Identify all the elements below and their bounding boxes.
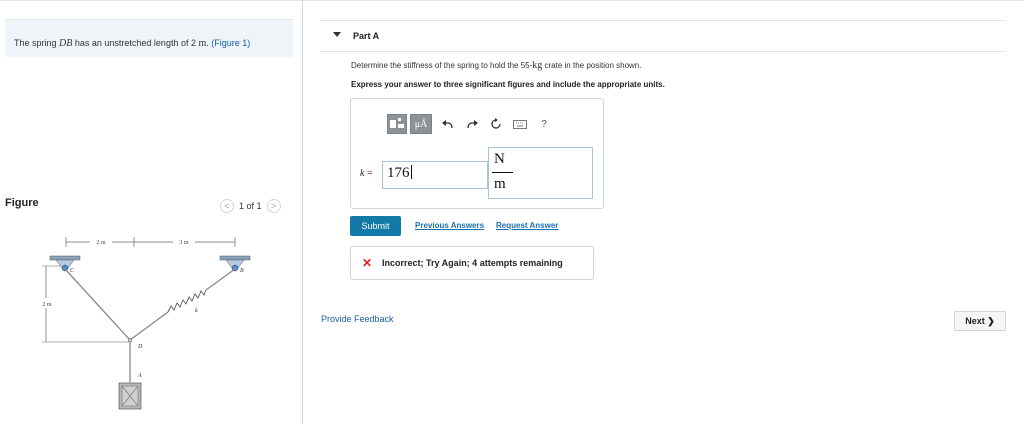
spring-label-k: k (195, 308, 198, 314)
spring-db (168, 290, 206, 312)
answer-instruction: Express your answer to three significant figures and include the appropriate units. (351, 80, 665, 89)
previous-answers-link[interactable]: Previous Answers (415, 221, 485, 230)
unit-fraction-bar (492, 172, 513, 173)
left-panel (0, 0, 303, 424)
caret-down-icon[interactable] (333, 32, 341, 37)
next-label: Next (965, 316, 985, 326)
x-mark-icon: ✕ (362, 256, 373, 270)
figure-title: Figure (5, 197, 39, 209)
chevron-right-icon: ❯ (987, 316, 995, 326)
problem-text-mid: has an unstretched length of 2 (72, 38, 199, 48)
dim-label-2m-side: 2 m (42, 302, 52, 308)
next-button[interactable] (954, 311, 1006, 331)
text-cursor (411, 165, 412, 179)
point-label-b: B (240, 268, 244, 274)
chevron-right-icon[interactable]: > (267, 199, 281, 213)
dim-label-3m-top: 3 m (179, 240, 189, 246)
part-a-header[interactable] (320, 20, 1006, 52)
answer-variable: k (360, 168, 365, 179)
submit-button[interactable]: Submit (350, 216, 401, 236)
answer-value: 176 (387, 165, 410, 181)
point-label-d: D (138, 344, 143, 350)
part-label: Part A (353, 31, 380, 41)
point-label-c: C (70, 268, 75, 274)
answer-variable-label (360, 168, 373, 179)
unit-numerator: N (494, 151, 505, 167)
support-b (220, 256, 250, 271)
pager-text: 1 of 1 (239, 201, 262, 211)
dim-label-2m-top: 2 m (96, 240, 106, 246)
request-answer-link[interactable]: Request Answer (496, 221, 559, 230)
provide-feedback-link[interactable]: Provide Feedback (321, 314, 394, 324)
problem-statement (14, 38, 250, 49)
keyboard-icon[interactable] (509, 114, 531, 134)
figure-pager (220, 199, 281, 213)
problem-variable-db: DB (59, 38, 73, 49)
feedback-box (350, 246, 594, 280)
chevron-left-icon[interactable]: < (220, 199, 234, 213)
problem-text-prefix: The spring (14, 38, 60, 48)
unit-denominator: m (494, 176, 506, 192)
answer-equals: = (364, 168, 373, 179)
question-prefix: Determine the stiffness of the spring to hold the 55- (351, 61, 533, 70)
point-label-a: A (138, 373, 142, 379)
support-c (50, 256, 80, 271)
answer-box (350, 98, 604, 209)
problem-unit-m: m (198, 38, 207, 49)
template-icon[interactable] (387, 114, 407, 134)
question-text (351, 60, 641, 71)
figure-link[interactable]: (Figure 1) (211, 38, 251, 48)
math-toolbar (387, 113, 555, 135)
redo-icon[interactable] (461, 114, 483, 134)
feedback-message: Incorrect; Try Again; 4 attempts remaining (382, 258, 563, 268)
help-button[interactable]: ? (541, 118, 547, 130)
problem-text-suffix: . (206, 38, 212, 48)
undo-icon[interactable] (437, 114, 459, 134)
crate (119, 383, 141, 409)
spring-crate-figure (40, 232, 260, 417)
problem-statement-box (5, 19, 293, 57)
answer-unit-input[interactable] (488, 147, 593, 199)
units-button[interactable]: μÅ (410, 114, 432, 134)
answer-value-input[interactable] (382, 161, 488, 189)
reset-icon[interactable] (485, 114, 507, 134)
question-unit-kg: kg (532, 60, 543, 71)
question-suffix: crate in the position shown. (542, 61, 642, 70)
